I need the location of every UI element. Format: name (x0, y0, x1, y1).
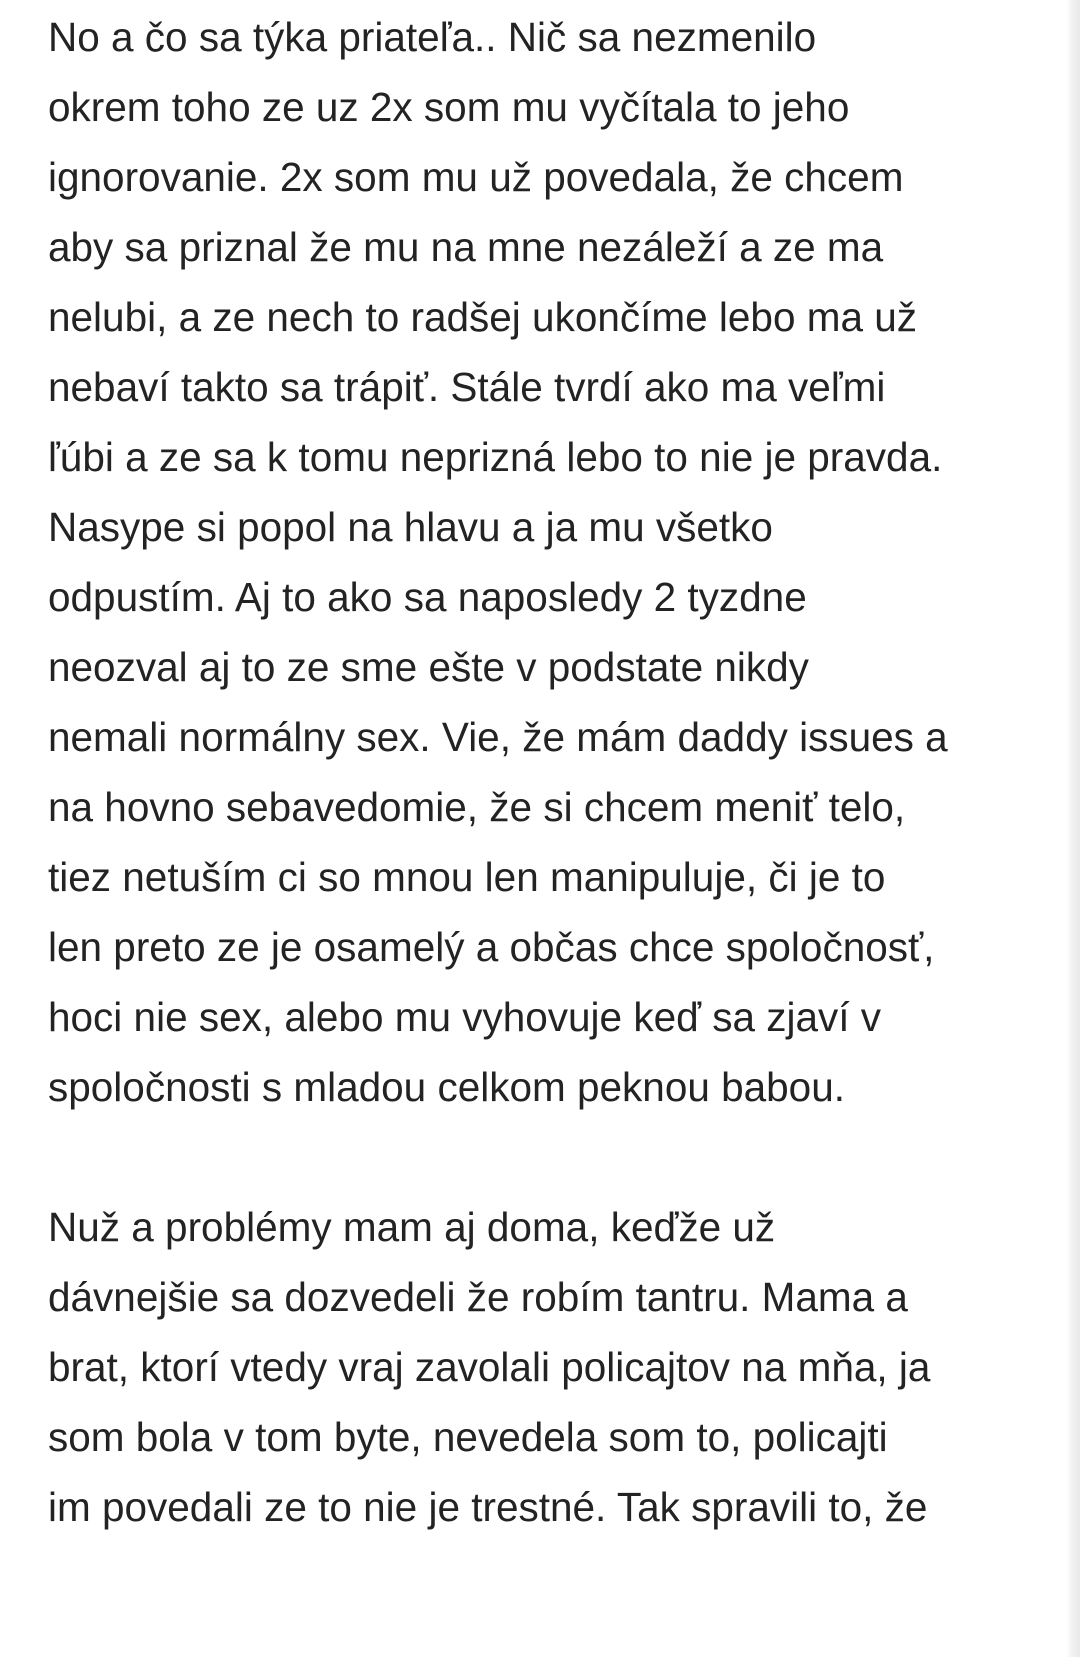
text-line: okrem toho ze uz 2x som mu vyčítala to jeho (48, 84, 850, 130)
text-line: len preto ze je osamelý a občas chce spoločnosť, (48, 924, 935, 970)
text-line: tiez netuším ci so mnou len manipuluje, či je to (48, 854, 886, 900)
text-line: na hovno sebavedomie, že si chcem meniť telo, (48, 784, 906, 830)
text-line: Nasype si popol na hlavu a ja mu všetko (48, 504, 773, 550)
right-edge-shadow (1066, 0, 1080, 1657)
text-line: odpustím. Aj to ako sa naposledy 2 tyzdne (48, 574, 807, 620)
text-line: Nuž a problémy mam aj doma, keďže už (48, 1204, 776, 1250)
text-line: No a čo sa týka priateľa.. Nič sa nezmenilo (48, 14, 817, 60)
text-line: ľúbi a ze sa k tomu neprizná lebo to nie je pravda. (48, 434, 943, 480)
text-line: nelubi, a ze nech to radšej ukončíme lebo ma už (48, 294, 918, 340)
text-line: neozval aj to ze sme ešte v podstate nikdy (48, 644, 809, 690)
text-line: spoločnosti s mladou celkom peknou babou. (48, 1064, 845, 1110)
text-line: som bola v tom byte, nevedela som to, policajti (48, 1414, 888, 1460)
text-line: ignorovanie. 2x som mu už povedala, že chcem (48, 154, 904, 200)
text-line: aby sa priznal že mu na mne nezáleží a ze ma (48, 224, 884, 270)
text-line: dávnejšie sa dozvedeli že robím tantru. Mama a (48, 1274, 908, 1320)
text-line: brat, ktorí vtedy vraj zavolali policajtov na mňa, ja (48, 1344, 931, 1390)
text-line: hoci nie sex, alebo mu vyhovuje keď sa zjaví v (48, 994, 882, 1040)
text-line: im povedali ze to nie je trestné. Tak spravili to, že (48, 1484, 928, 1530)
text-line: nemali normálny sex. Vie, že mám daddy issues a (48, 714, 948, 760)
text-line: nebaví takto sa trápiť. Stále tvrdí ako ma veľmi (48, 364, 886, 410)
